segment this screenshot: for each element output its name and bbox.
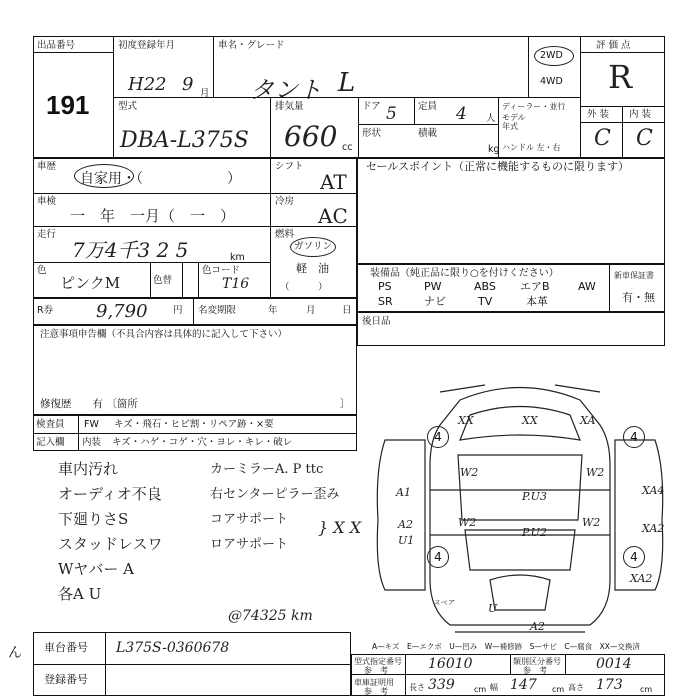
shape-label: 形状 xyxy=(362,128,382,139)
damage-label: XA2 xyxy=(642,522,665,535)
chassis-label: 車台番号 xyxy=(44,641,88,654)
first-reg-era: H22 xyxy=(128,74,167,95)
ac-value: AC xyxy=(318,204,348,228)
model-value: DBA-L375S xyxy=(120,128,249,153)
tire-circle: 4 xyxy=(427,546,449,568)
chassis-value: L375S-0360678 xyxy=(116,640,230,656)
handwritten-note: スタッドレスワ xyxy=(58,535,163,553)
left-margin-mark: ん xyxy=(8,645,22,661)
mileage-value: 7万4千3 2 5 xyxy=(72,238,189,262)
inspector-row1: キズ・飛石・ヒビ割・リペア跡・×要 xyxy=(114,419,274,430)
rating-label: 評 価 点 xyxy=(596,40,631,51)
dealer-label: ディーラー・並行 xyxy=(502,102,566,111)
cert-sub: 参 考 xyxy=(364,687,388,696)
recycle-label: R券 xyxy=(37,305,54,316)
inspector-label-1: 検査員 xyxy=(36,419,65,430)
damage-label: W2 xyxy=(582,516,601,529)
date-unit-day: 日 xyxy=(342,305,352,316)
equipment-item: エアB xyxy=(520,280,550,293)
fuel-gasoline: ガソリン xyxy=(294,241,333,252)
inspection-label: 車検 xyxy=(37,196,57,207)
equipment-item: ナビ xyxy=(424,295,446,308)
length-unit: cm xyxy=(474,685,487,694)
handwritten-note-right: カーミラーA. P ttc xyxy=(210,462,324,477)
door-label: ドア xyxy=(362,101,381,112)
recycle-amount: 9,790 xyxy=(96,301,148,322)
capacity-label: 定員 xyxy=(418,101,438,112)
fuel-label: 燃料 xyxy=(275,229,295,240)
category-sub: 参 考 xyxy=(523,666,547,675)
damage-label: P.U3 xyxy=(522,490,547,503)
after-fit-section xyxy=(357,312,665,346)
date-unit-year: 年 xyxy=(268,305,278,316)
cc-unit: cc xyxy=(342,142,353,153)
first-reg-label: 初度登録年月 xyxy=(118,40,176,51)
odometer-note: @74325 km xyxy=(228,608,313,624)
inspection-value: 一 年 一月（ 一 ） xyxy=(70,207,236,225)
date-unit-month: 月 xyxy=(306,305,316,316)
cert-label: 車庫証明用 xyxy=(354,678,394,687)
car-grade: L xyxy=(338,68,356,98)
after-fit-label: 後日品 xyxy=(362,316,391,327)
handwritten-note-right: コアサポート xyxy=(210,512,289,527)
person-unit: 人 xyxy=(486,113,496,124)
drive-2wd: 2WD xyxy=(540,50,563,61)
repair-history: 修復歴 有 〔箇所 xyxy=(40,398,138,410)
equipment-item: AW xyxy=(578,280,596,293)
equipment-item: 本革 xyxy=(526,295,548,308)
width-label: 幅 xyxy=(490,683,498,692)
notes-label: 注意事項申告欄（不具合内容は具体的に記入して下さい） xyxy=(40,329,288,340)
exterior-label: 外 装 xyxy=(587,109,610,120)
drive-4wd: 4WD xyxy=(540,76,563,87)
inspector-fw: FW xyxy=(84,419,99,430)
handwritten-note: 下廻りさS xyxy=(58,510,129,528)
damage-label: XA2 xyxy=(630,572,653,585)
interior-value: C xyxy=(636,126,653,151)
fuel-paren: （ ） xyxy=(280,282,328,293)
new-warranty-label: 新車保証書 xyxy=(614,271,654,280)
fuel-light-oil: 軽 油 xyxy=(296,262,329,275)
damage-label: スペア xyxy=(433,599,454,607)
damage-label: U xyxy=(488,602,498,615)
equipment-item: ABS xyxy=(474,280,496,293)
equipment-item: SR xyxy=(378,295,393,308)
damage-label: W2 xyxy=(586,466,605,479)
damage-diagram xyxy=(360,370,680,640)
kg-unit: kg xyxy=(488,144,500,155)
diagram-legend: A—キズ E—エクボ U—凹み W—補修跡 S—サビ C—腐食 XX—交換済 xyxy=(372,642,640,651)
handwritten-note: Wヤバー A xyxy=(58,560,135,578)
damage-label: P.U2 xyxy=(522,526,547,539)
equipment-item: PS xyxy=(378,280,392,293)
category-label: 類別区分番号 xyxy=(513,657,561,666)
warranty-value: 有・無 xyxy=(622,291,655,304)
height-value: 173 xyxy=(596,677,623,693)
length-value: 339 xyxy=(428,677,455,693)
shift-value: AT xyxy=(320,170,347,194)
km-unit: km xyxy=(230,252,245,263)
handwritten-note: 各A U xyxy=(58,585,102,603)
month-unit: 月 xyxy=(200,88,210,99)
car-name: タント xyxy=(250,76,322,104)
damage-label: XX xyxy=(522,414,538,427)
door-value: 5 xyxy=(386,104,397,124)
damage-label: A2 xyxy=(398,518,413,531)
mileage-label: 走行 xyxy=(37,229,57,240)
equipment-label: 装備品（純正品に限り○を付けください） xyxy=(370,268,559,279)
handwritten-note: オーディオ不良 xyxy=(58,485,162,503)
height-label: 高さ xyxy=(568,683,584,692)
handwritten-note: 車内汚れ xyxy=(58,460,119,478)
shift-label: シフト xyxy=(275,161,304,172)
displacement-label: 排気量 xyxy=(275,101,304,112)
first-reg-month: 9 xyxy=(182,74,194,95)
handle-label: ハンドル 左・右 xyxy=(502,143,561,152)
registration-label: 登録番号 xyxy=(44,673,88,686)
model-year-label: モデル 年式 xyxy=(502,113,526,131)
designation-label: 型式指定番号 xyxy=(354,657,402,666)
displacement-value: 660 xyxy=(284,120,338,153)
lot-number: 191 xyxy=(46,90,90,120)
history-label: 車歴 xyxy=(37,161,57,172)
tire-circle: 4 xyxy=(623,546,645,568)
repair-close: 〕 xyxy=(340,398,351,410)
designation-value: 16010 xyxy=(428,656,473,672)
height-unit: cm xyxy=(640,685,653,694)
damage-label: XA4 xyxy=(642,484,665,497)
handwritten-note-right: ロアサポート xyxy=(210,537,289,552)
inspector-interior: 内装 xyxy=(82,437,102,448)
category-value: 0014 xyxy=(596,656,632,672)
color-code-label: 色コード xyxy=(202,265,241,276)
damage-label: A2 xyxy=(530,620,545,633)
equipment-item: TV xyxy=(478,295,493,308)
damage-label: U1 xyxy=(398,534,415,547)
damage-label: W2 xyxy=(460,466,479,479)
interior-label: 内 装 xyxy=(629,109,652,120)
damage-label: A1 xyxy=(396,486,411,499)
history-value: 自家用・（ ） xyxy=(80,171,241,187)
width-unit: cm xyxy=(552,685,565,694)
model-label: 型式 xyxy=(118,101,138,112)
damage-label: XA xyxy=(580,414,596,427)
exterior-value: C xyxy=(594,126,611,151)
load-label: 積載 xyxy=(418,128,438,139)
lot-label: 出品番号 xyxy=(37,40,76,51)
yen-unit: 円 xyxy=(173,305,183,316)
tire-circle: 4 xyxy=(427,426,449,448)
width-value: 147 xyxy=(510,677,537,693)
designation-sub: 参 考 xyxy=(364,666,388,675)
right-note-mark: } X X xyxy=(318,518,362,537)
damage-label: W2 xyxy=(458,516,477,529)
name-change-label: 名変期限 xyxy=(198,305,237,316)
sales-point-section xyxy=(357,158,665,264)
rating-value: R xyxy=(608,58,633,96)
length-label: 長さ xyxy=(409,683,425,692)
sales-point-label: セールスポイント（正常に機能するものに限ります） xyxy=(366,160,630,173)
tire-circle: 4 xyxy=(623,426,645,448)
color-change-label: 色替 xyxy=(153,275,173,286)
capacity-value: 4 xyxy=(456,104,467,124)
equipment-item: PW xyxy=(424,280,442,293)
ac-label: 冷房 xyxy=(275,196,295,207)
inspector-row2: キズ・ハゲ・コゲ・穴・ヨレ・キレ・破レ xyxy=(112,437,293,448)
color-label: 色 xyxy=(37,265,47,276)
name-label: 車名・グレード xyxy=(218,40,285,51)
color-value: ピンクM xyxy=(60,274,121,292)
damage-label: XX xyxy=(458,414,474,427)
inspector-label-2: 記入欄 xyxy=(36,437,65,448)
handwritten-note-right: 右センターピラー歪み xyxy=(210,487,340,502)
color-code-value: T16 xyxy=(222,276,250,292)
